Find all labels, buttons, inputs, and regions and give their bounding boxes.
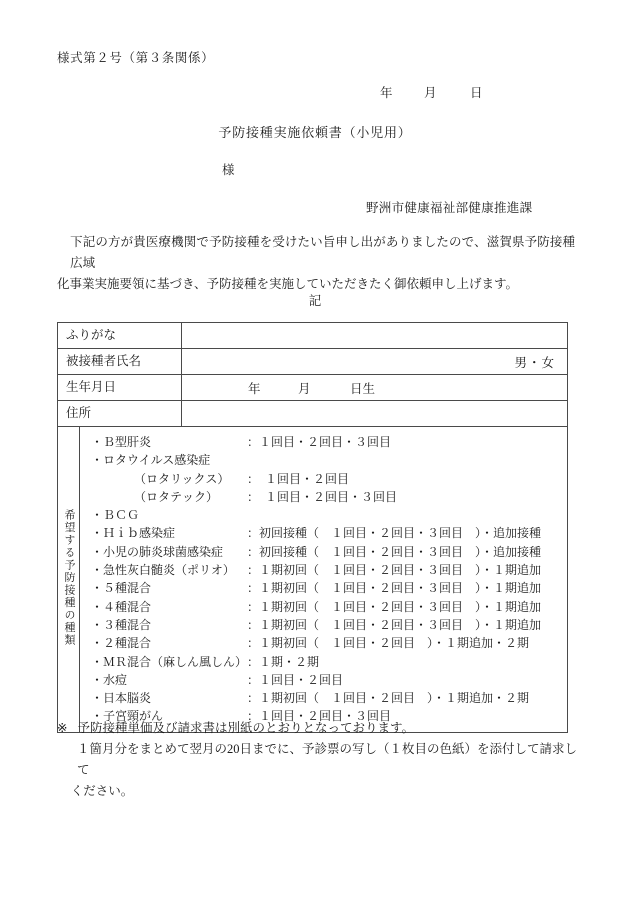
vaccine-dose-options[interactable]: ： １回目・２回目・３回目 <box>247 489 398 504</box>
dob-year-label: 年 <box>248 381 261 396</box>
vaccine-name: ・小児の肺炎球菌感染症 <box>91 544 224 559</box>
vaccine-row[interactable] <box>80 689 567 707</box>
vaccine-row[interactable] <box>80 524 567 542</box>
vaccine-name: ・Ｈｉｂ感染症 <box>91 526 176 541</box>
vaccine-row[interactable] <box>80 433 567 451</box>
furigana-input[interactable] <box>182 323 568 349</box>
vaccine-name: ・５種混合 <box>91 581 152 596</box>
vaccine-name: ・ロタウイルス感染症 <box>91 453 211 468</box>
vaccine-list <box>80 433 567 726</box>
table-row-furigana <box>58 323 568 349</box>
vaccine-row[interactable] <box>80 671 567 689</box>
table-row-address <box>58 401 568 427</box>
vaccine-row[interactable] <box>80 488 567 506</box>
body-paragraph-line-1: 下記の方が貴医療機関で予防接種を受けたい旨申し出がありましたので、滋賀県予防接種広域 <box>70 235 575 270</box>
vaccine-name: ・４種混合 <box>91 599 152 614</box>
vaccine-name: ・３種混合 <box>91 617 152 632</box>
vaccine-dose-options[interactable]: ：１回目・２回目・３回目 <box>247 435 392 449</box>
vaccine-name: （ロタテック） <box>134 489 219 504</box>
form-number: 様式第２号（第３条関係） <box>57 51 215 65</box>
vaccine-name: ・２種混合 <box>91 636 152 651</box>
address-input[interactable] <box>182 401 568 427</box>
vaccine-dose-options[interactable]: ：１期初回（ １回目・２回目・３回目 ）・１期追加 <box>247 563 542 578</box>
date-day-label: 日 <box>470 86 483 100</box>
table-row-name <box>58 349 568 375</box>
applicant-form-table <box>57 322 568 733</box>
vaccine-dose-options[interactable]: ：１期初回（ １回目・２回目・３回目 ）・１期追加 <box>247 617 542 632</box>
address-label: 住所 <box>58 401 182 427</box>
kome-mark: ※ <box>57 721 68 735</box>
vaccine-dose-options[interactable]: ：１期初回（ １回目・２回目・３回目 ）・１期追加 <box>247 599 542 614</box>
body-paragraph <box>57 232 575 295</box>
vaccine-name: ・ＭＲ混合（麻しん風しん） <box>91 654 248 669</box>
dob-label: 生年月日 <box>58 375 182 401</box>
vaccine-name: ・急性灰白髄炎（ポリオ） <box>91 563 235 578</box>
vaccine-row[interactable] <box>80 634 567 652</box>
date-month-label: 月 <box>424 86 437 100</box>
vaccine-row[interactable] <box>80 561 567 579</box>
issuer-office: 野洲市健康福祉部健康推進課 <box>366 201 533 215</box>
footnote-line-2: １箇月分をまとめて翌月の20日までに、予診票の写し（１枚目の色紙）を添付して請求して <box>77 742 578 777</box>
document-date-line <box>380 83 483 101</box>
vaccine-row[interactable] <box>80 616 567 634</box>
vaccine-row[interactable] <box>80 470 567 488</box>
addressee-honorific: 様 <box>222 163 235 177</box>
furigana-label: ふりがな <box>58 323 182 349</box>
vaccine-name: ・Ｂ型肝炎 <box>91 435 152 449</box>
vaccine-section-rail-text: 希望する予防接種の種類 <box>63 508 75 647</box>
vaccine-section-rail-label <box>58 427 80 733</box>
dob-input[interactable] <box>182 375 568 401</box>
vaccine-row[interactable] <box>80 451 567 469</box>
vaccine-list-cell <box>80 427 568 733</box>
vaccine-dose-options[interactable]: ：１期初回（ １回目・２回目 ）・１期追加・２期 <box>247 691 530 706</box>
vaccine-name: （ロタリックス） <box>134 471 230 486</box>
footnote-line-3: ください。 <box>70 784 134 798</box>
vaccine-name: ・水痘 <box>91 672 128 687</box>
ki-mark: 記 <box>308 294 322 308</box>
vaccine-dose-options[interactable]: ： １回目・２回目 <box>247 471 350 486</box>
name-input[interactable] <box>182 349 568 375</box>
dob-inline-labels <box>182 379 567 397</box>
footnotes <box>57 718 585 802</box>
vaccine-dose-options[interactable]: ：初回接種（ １回目・２回目・３回目 ）・追加接種 <box>247 526 542 541</box>
vaccine-row[interactable] <box>80 506 567 524</box>
vaccine-row[interactable] <box>80 653 567 671</box>
vaccine-dose-options[interactable]: ：１回目・２回目 <box>247 672 344 687</box>
date-year-label: 年 <box>380 86 393 100</box>
document-title: 予防接種実施依頼書（小児用） <box>218 125 412 140</box>
table-row-vaccines <box>58 427 568 733</box>
vaccine-name: ・子宮頸がん <box>91 709 164 724</box>
vaccine-dose-options[interactable]: ：１期・２期 <box>247 654 320 669</box>
vaccine-name: ・ＢＣＧ <box>91 508 140 523</box>
footnote-line-1 <box>57 718 585 739</box>
body-paragraph-line-2: 化事業実施要領に基づき、予防接種を実施していただきたく御依頼申し上げます。 <box>57 277 519 291</box>
dob-month-label: 月 <box>298 381 311 396</box>
table-row-dob <box>58 375 568 401</box>
name-label: 被接種者氏名 <box>58 349 182 375</box>
sex-options[interactable]: 男・女 <box>514 355 555 370</box>
vaccine-dose-options[interactable]: ：１期初回（ １回目・２回目 ）・１期追加・２期 <box>247 636 530 651</box>
vaccine-dose-options[interactable]: ：初回接種（ １回目・２回目・３回目 ）・追加接種 <box>247 544 542 559</box>
dob-day-label: 日生 <box>350 381 376 396</box>
vaccine-dose-options[interactable]: ：１回目・２回目・３回目 <box>247 709 392 724</box>
vaccine-row[interactable] <box>80 543 567 561</box>
vaccine-row[interactable] <box>80 598 567 616</box>
vaccine-dose-options[interactable]: ：１期初回（ １回目・２回目・３回目 ）・１期追加 <box>247 581 542 596</box>
footnote-line-1-text: 予防接種単価及び請求書は別紙のとおりとなっております。 <box>77 721 414 735</box>
vaccine-name: ・日本脳炎 <box>91 691 152 706</box>
vaccine-row[interactable] <box>80 579 567 597</box>
